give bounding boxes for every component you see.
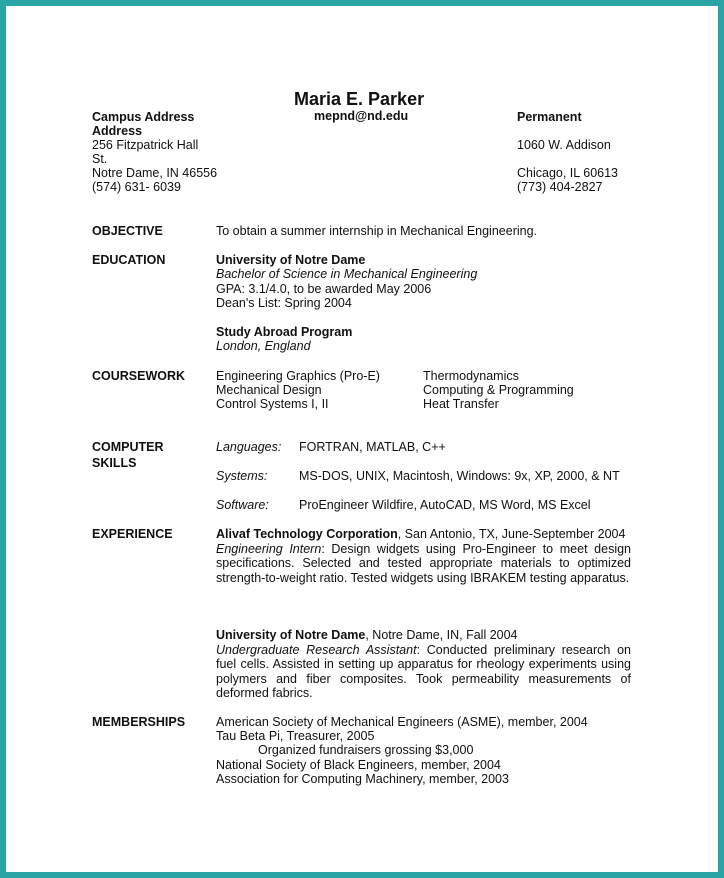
membership-item: Association for Computing Machinery, member, 2003 [216,772,509,786]
membership-item: Organized fundraisers grossing $3,000 [258,743,474,757]
membership-item: National Society of Black Engineers, member, 2004 [216,758,501,772]
school-name: University of Notre Dame [216,253,366,267]
job-role: Undergraduate Research Assistant [216,642,417,657]
resume-page [6,6,718,872]
course-item: Engineering Graphics (Pro-E) [216,369,380,383]
membership-item: American Society of Mechanical Engineers (ASME), member, 2004 [216,715,588,729]
campus-phone: (574) 631- 6039 [92,180,181,194]
job-role: Engineering Intern [216,541,322,556]
course-item: Mechanical Design [216,383,322,397]
permanent-label: Permanent [517,110,582,124]
coursework-heading: COURSEWORK [92,369,186,383]
job-entry [216,628,631,701]
skills-heading: COMPUTER [92,440,164,454]
skill-label: Systems: [216,469,268,483]
deans-list: Dean's List: Spring 2004 [216,296,352,310]
study-abroad-title: Study Abroad Program [216,325,353,339]
course-item: Computing & Programming [423,383,574,397]
degree: Bachelor of Science in Mechanical Engineering [216,267,478,281]
skill-value: MS-DOS, UNIX, Macintosh, Windows: 9x, XP, 2000, & NT [299,469,620,483]
course-item: Thermodynamics [423,369,519,383]
campus-city: Notre Dame, IN 46556 [92,166,218,180]
campus-address-label: Campus Address [92,110,195,124]
job-company: University of Notre Dame [216,628,366,642]
experience-heading: EXPERIENCE [92,527,173,541]
job-description: : Design widgets using Pro-Engineer to meet design specifications. Selected and tested appropriate materials to optimized strength-to-weight ratio. Tested widgets using IBRAKEM testing apparatus. [216,541,631,585]
memberships-heading: MEMBERSHIPS [92,715,186,729]
study-abroad-location: London, England [216,339,311,353]
skill-label: Software: [216,498,269,512]
gpa: GPA: 3.1/4.0, to be awarded May 2006 [216,282,432,296]
skill-value: FORTRAN, MATLAB, C++ [299,440,446,454]
membership-item: Tau Beta Pi, Treasurer, 2005 [216,729,375,743]
course-item: Heat Transfer [423,397,499,411]
permanent-street: 1060 W. Addison [517,138,611,152]
permanent-city: Chicago, IL 60613 [517,166,619,180]
campus-address-label-2: Address [92,124,143,138]
education-heading: EDUCATION [92,253,166,267]
permanent-phone: (773) 404-2827 [517,180,603,194]
email: mepnd@nd.edu [314,109,409,123]
job-details: , Notre Dame, IN, Fall 2004 [365,628,518,642]
job-entry [216,527,631,585]
campus-street-1: 256 Fitzpatrick Hall [92,138,199,152]
resume-name: Maria E. Parker [294,89,425,109]
skill-value: ProEngineer Wildfire, AutoCAD, MS Word, MS Excel [299,498,591,512]
objective-heading: OBJECTIVE [92,224,163,238]
skill-label: Languages: [216,440,282,454]
course-item: Control Systems I, II [216,397,329,411]
campus-street-2: St. [92,152,108,166]
objective-text: To obtain a summer internship in Mechanical Engineering. [216,224,538,238]
job-description: : Conducted preliminary research on fuel cells. Assisted in setting up apparatus for rheology experiments using polymers and fiber composites. Took permeability measurements of deformed fabrics. [216,642,631,700]
job-details: , San Antonio, TX, June-September 2004 [397,527,626,541]
skills-heading-2: SKILLS [92,456,137,470]
job-company: Alivaf Technology Corporation [216,527,398,541]
